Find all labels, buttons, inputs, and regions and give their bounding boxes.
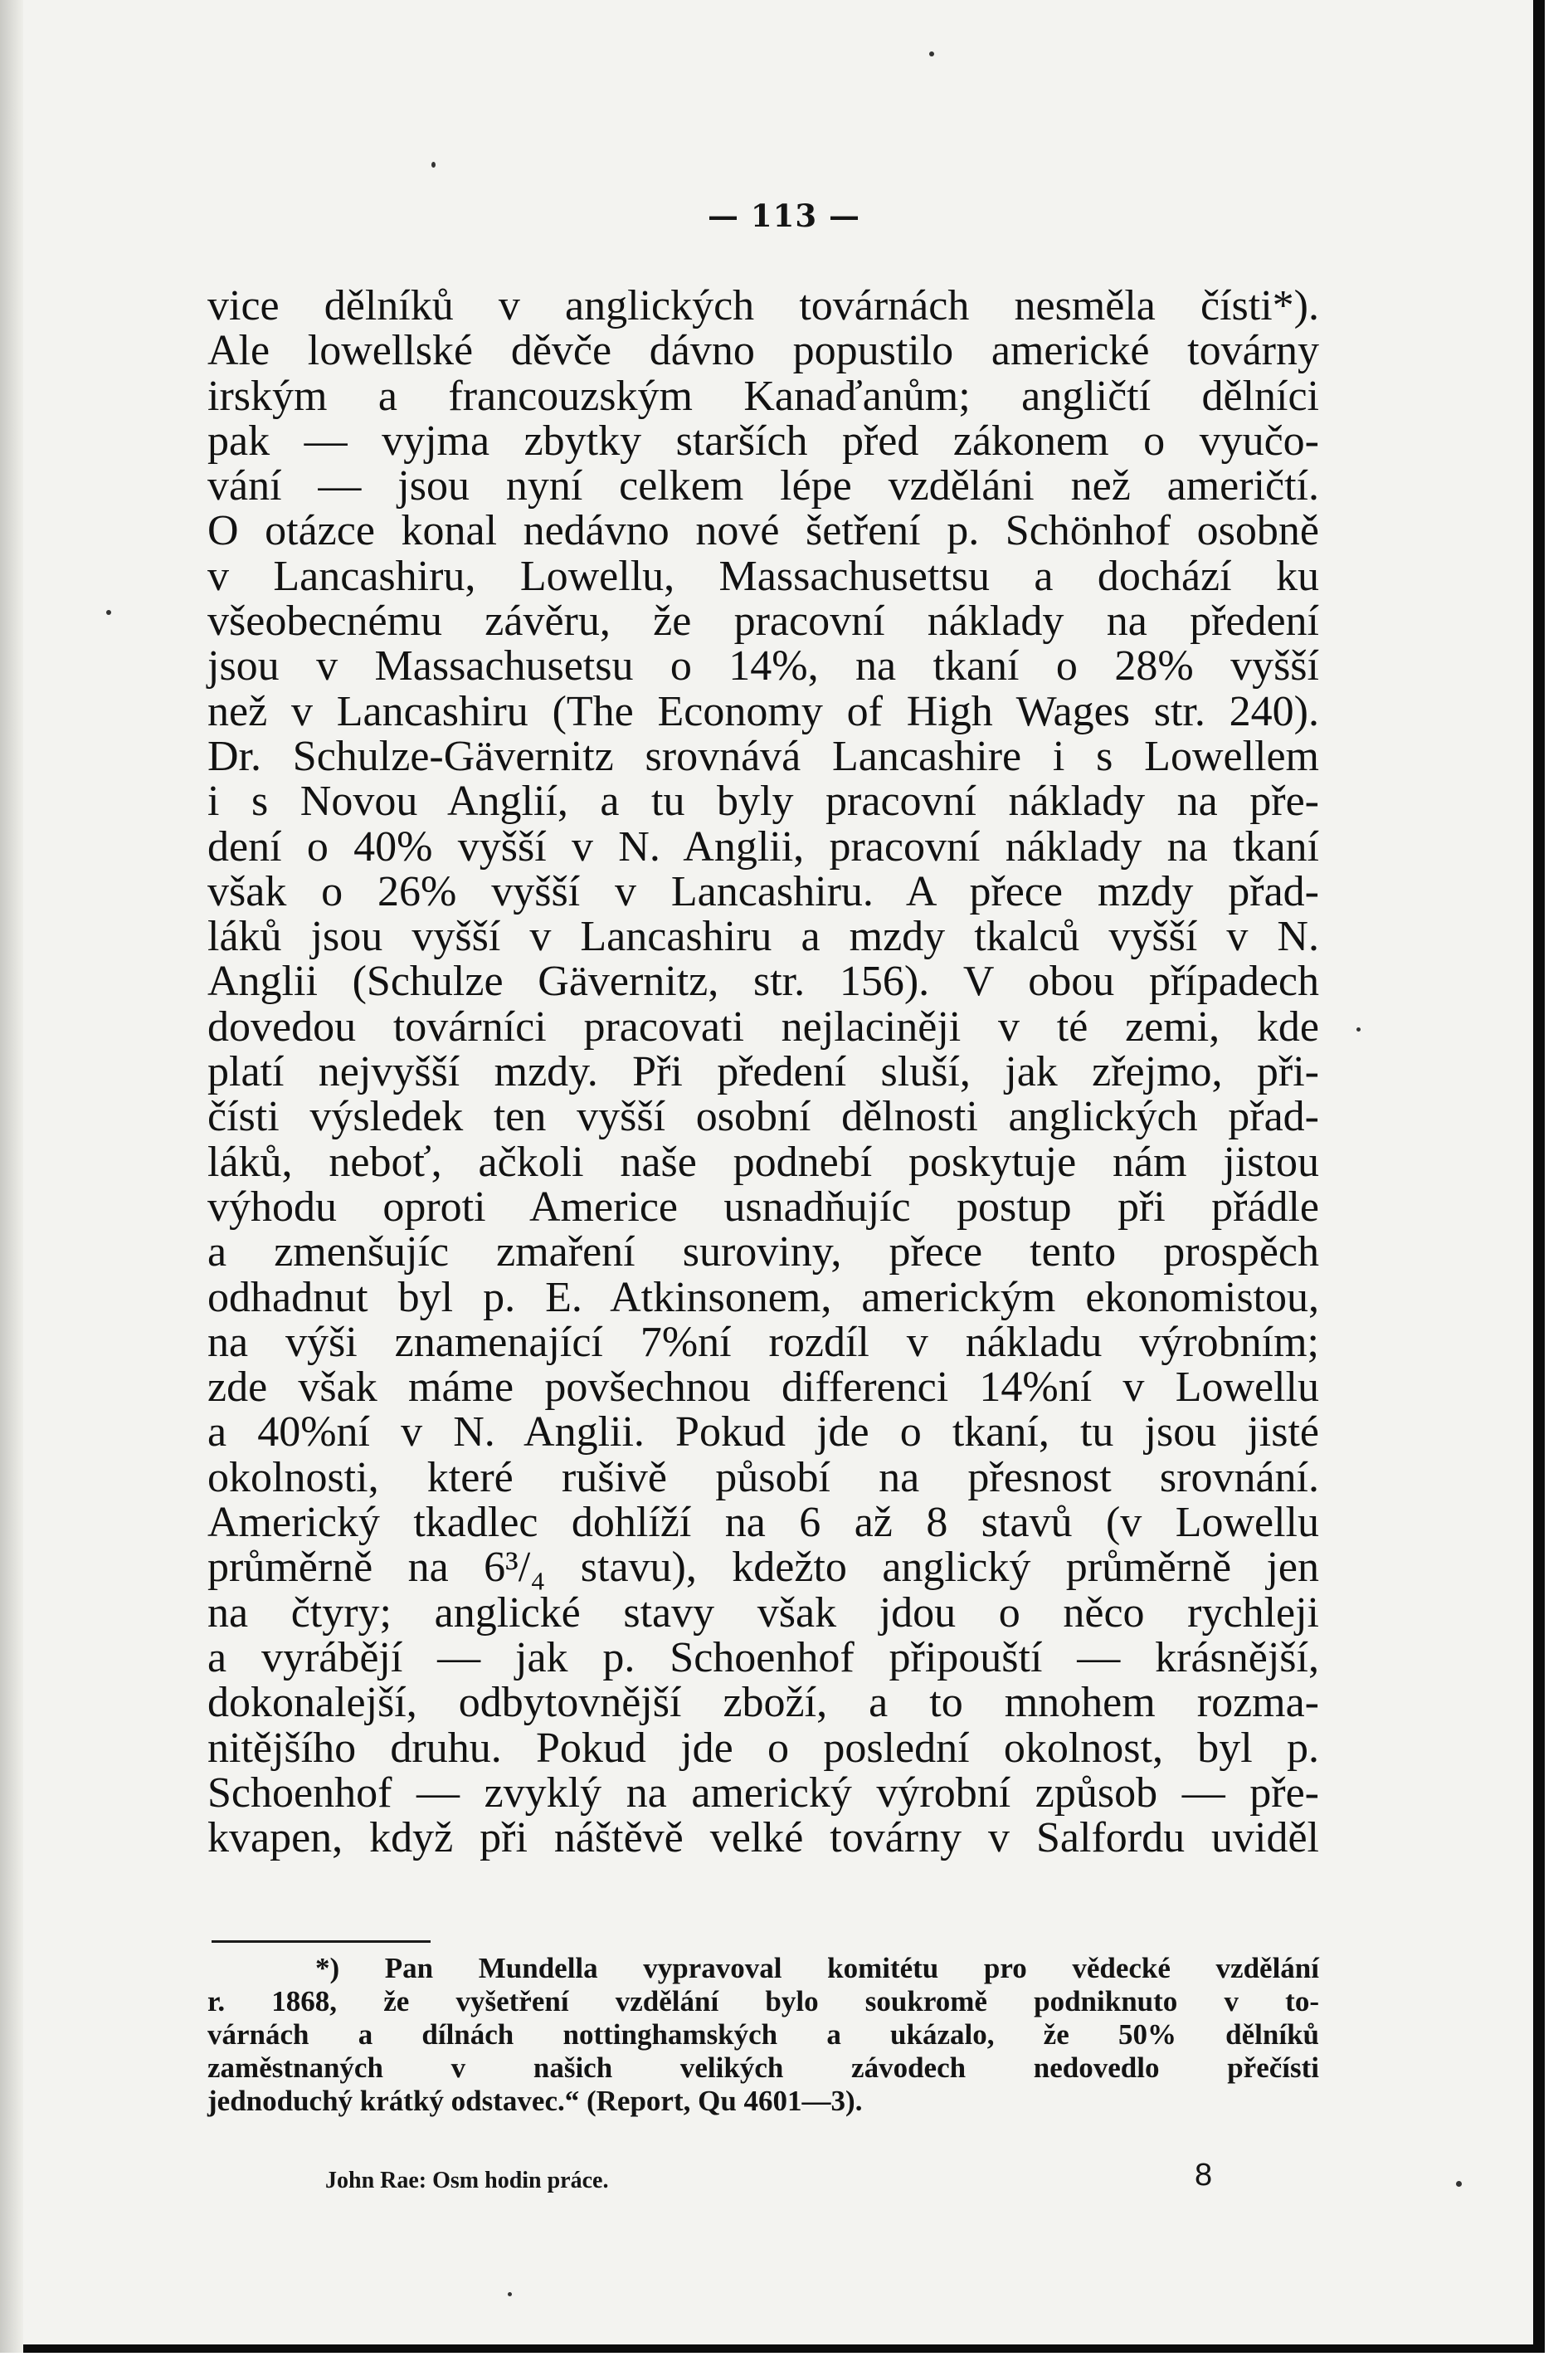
text-line: okolnosti, které rušivě působí na přesnost srovnání.: [207, 1453, 1319, 1501]
text-line: Ale lowellské děvče dávno popustilo americké továrny: [207, 327, 1319, 375]
footnote-line: zaměstnaných v našich velikých závodech nedovedlo přečísti: [207, 2051, 1319, 2084]
text-line: irským a francouzským Kanaďanům; angličtí dělníci: [207, 372, 1319, 420]
scan-speck: [431, 162, 436, 168]
text-line: na výši znamenající 7%ní rozdíl v nákladu výrobním;: [207, 1318, 1319, 1366]
text-line: vice dělníků v anglických továrnách nesměla čísti*).: [207, 282, 1319, 329]
footnote-line: jednoduchý krátký odstavec.“ (Report, Qu 4601—3).: [207, 2085, 863, 2117]
text-line: všeobecnému závěru, že pracovní náklady na předení: [207, 598, 1319, 646]
text-line: Americký tkadlec dohlíží na 6 až 8 stavů (v Lowellu: [207, 1499, 1319, 1547]
text-line: než v Lancashiru (The Economy of High Wages str. 240).: [207, 687, 1319, 735]
footnote-divider: [212, 1940, 431, 1943]
scan-speck: [106, 610, 111, 615]
text-line: dení o 40% vyšší v N. Anglii, pracovní náklady na tkaní: [207, 822, 1319, 871]
text-line: průměrně na 6³/₄ stavu), kdežto anglický průměrně jen: [207, 1544, 1319, 1592]
text-line: pak — vyjma zbytky starších před zákonem o vyučo-: [207, 417, 1319, 465]
text-line: i s Novou Anglií, a tu byly pracovní náklady na pře-: [207, 778, 1319, 826]
text-line: Schoenhof — zvyklý na americký výrobní způsob — pře-: [207, 1768, 1319, 1817]
text-line: a 40%ní v N. Anglii. Pokud jde o tkaní, tu jsou jisté: [207, 1408, 1319, 1456]
page-gutter-shadow: [0, 0, 23, 2353]
text-line: na čtyry; anglické stavy však jdou o něco rychleji: [207, 1588, 1319, 1637]
text-line: dovedou továrníci pracovati nejlaciněji v té zemi, kde: [207, 1003, 1319, 1051]
text-line: výhodu oproti Americe usnadňujíc postup při přádle: [207, 1183, 1319, 1231]
text-line: platí nejvyšší mzdy. Při předení sluší, jak zřejmo, při-: [207, 1048, 1319, 1096]
text-line: a vyrábějí — jak p. Schoenhof připouští — krásnější,: [207, 1633, 1319, 1681]
text-line: láků, neboť, ačkoli naše podnebí poskytuje nám jistou: [207, 1138, 1319, 1186]
sheet-number: 8: [1195, 2158, 1213, 2193]
text-line: Dr. Schulze-Gävernitz srovnává Lancashire i s Lowellem: [207, 732, 1319, 780]
text-line: zde však máme povšechnou differenci 14%ní v Lowellu: [207, 1364, 1319, 1412]
text-line: O otázce konal nedávno nové šetření p. Schönhof osobně: [207, 507, 1319, 555]
printer-signature: John Rae: Osm hodin práce.: [325, 2168, 609, 2193]
text-line: kvapen, když při náštěvě velké továrny v Salfordu uviděl: [207, 1814, 1319, 1862]
text-line: odhadnut byl p. E. Atkinsonem, americkým ekonomistou,: [207, 1273, 1319, 1321]
scan-speck: [1356, 1027, 1361, 1032]
scan-speck: [929, 51, 934, 56]
text-line: dokonalejší, odbytovnější zboží, a to mnohem rozma-: [207, 1679, 1319, 1727]
text-line: láků jsou vyšší v Lancashiru a mzdy tkalců vyšší v N.: [207, 913, 1319, 961]
footnote-line: várnách a dílnách nottinghamských a ukázalo, že 50% dělníků: [207, 2018, 1319, 2051]
text-line: a zmenšujíc zmaření suroviny, přece tento prospěch: [207, 1228, 1319, 1276]
text-line: však o 26% vyšší v Lancashiru. A přece mzdy přad-: [207, 867, 1319, 915]
text-line: jsou v Massachusetsu o 14%, na tkaní o 28% vyšší: [207, 642, 1319, 690]
text-line: v Lancashiru, Lowellu, Massachusettsu a dochází ku: [207, 552, 1319, 600]
text-line: vání — jsou nyní celkem lépe vzděláni než američtí.: [207, 462, 1319, 510]
footnote-line: r. 1868, že vyšetření vzdělání bylo soukromě podniknuto v to-: [207, 1985, 1319, 2017]
main-text-block: [207, 284, 1319, 1861]
text-line: nitějšího druhu. Pokud jde o poslední okolnost, byl p.: [207, 1724, 1319, 1772]
scan-speck: [1456, 2181, 1462, 2187]
scan-speck: [508, 2292, 512, 2296]
footnote-block: [207, 1952, 1319, 2118]
footnote-line: *) Pan Mundella vypravoval komitétu pro vědecké vzdělání: [315, 1952, 1319, 1984]
text-line: Anglii (Schulze Gävernitz, str. 156). V obou případech: [207, 958, 1319, 1006]
page-number-header: — 113 —: [708, 198, 860, 234]
text-line: čísti výsledek ten vyšší osobní dělnosti anglických přad-: [207, 1093, 1319, 1141]
